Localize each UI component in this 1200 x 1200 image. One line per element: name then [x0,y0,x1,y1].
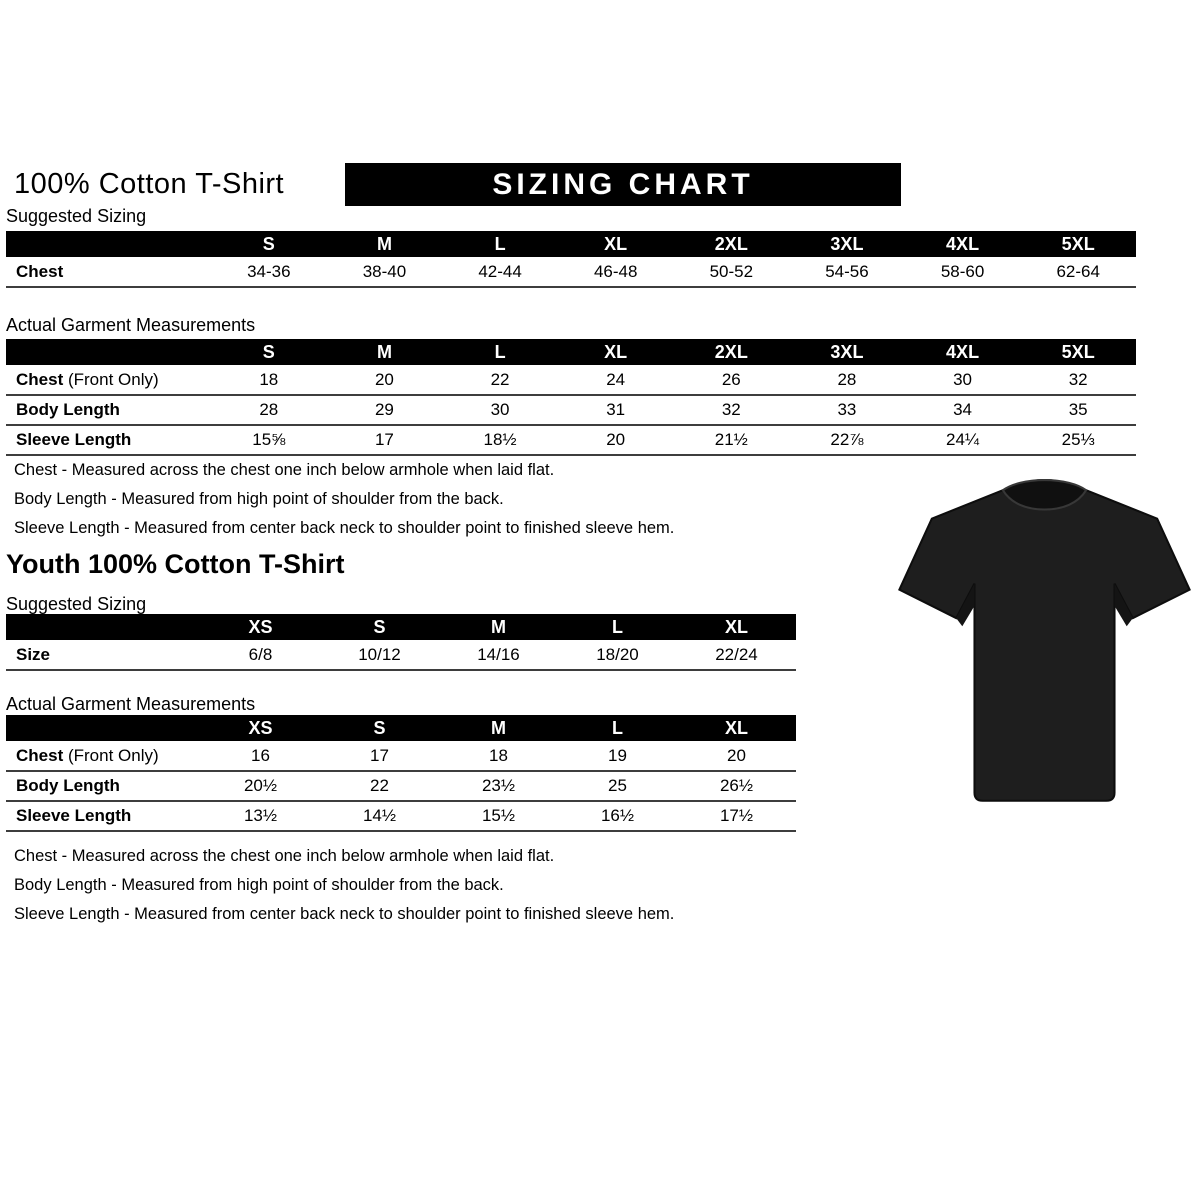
row-label-suffix: (Front Only) [63,369,159,389]
youth-suggested-sizing-label: Suggested Sizing [6,594,147,614]
measurement-cell: 62-64 [1056,261,1100,281]
size-column-header: 2XL [674,339,790,365]
youth-section-title: Youth 100% Cotton T-Shirt [6,549,345,579]
size-column-header: XL [677,614,796,640]
measurement-row [6,741,796,771]
measurement-cell: 20 [606,430,626,449]
measurement-cell: 26½ [719,776,754,795]
row-label: Chest [16,261,64,281]
measurement-cell: 24 [606,369,626,389]
size-column-header: M [327,231,443,257]
measurement-cell: 31 [606,400,626,419]
header-corner-cell [6,231,211,257]
measurement-cell: 28 [837,369,857,389]
note-chest: Chest - Measured across the chest one inch below armhole when laid flat. [14,847,555,865]
measurement-cell: 32 [721,400,741,419]
measurement-cell: 20 [727,745,746,765]
measurement-cell: 14/16 [477,644,520,664]
note-chest: Chest - Measured across the chest one inch below armhole when laid flat. [14,461,555,479]
size-column-header: XS [201,715,320,741]
measurement-row [6,425,1136,455]
size-column-header: M [439,715,558,741]
measurement-row [6,640,796,670]
measurement-cell: 14½ [362,806,397,825]
note-body-length: Body Length - Measured from high point of shoulder from the back. [14,876,504,894]
measurement-cell: 42-44 [478,261,522,281]
measurement-cell: 34 [953,400,973,419]
measurement-cell: 32 [1068,369,1088,389]
measurement-cell: 23½ [481,776,516,795]
size-column-header: XS [201,614,320,640]
size-column-header: S [320,715,439,741]
adult-measurement-notes [14,456,674,543]
header-corner-cell [6,614,201,640]
measurement-cell: 33 [837,400,857,419]
size-column-header: 4XL [905,231,1021,257]
size-column-header: 5XL [1020,339,1136,365]
size-column-header: XL [677,715,796,741]
size-column-header: S [211,231,327,257]
size-column-header: S [320,614,439,640]
measurement-cell: 54-56 [825,261,869,281]
measurement-cell: 28 [259,400,279,419]
measurement-row [6,257,1136,287]
size-column-header: L [558,614,677,640]
measurement-cell: 13½ [243,806,278,825]
measurement-cell: 6/8 [248,644,273,664]
size-column-header: S [211,339,327,365]
measurement-cell: 22/24 [715,644,758,664]
youth-actual-garment-label: Actual Garment Measurements [6,694,256,714]
measurement-cell: 35 [1068,400,1088,419]
size-column-header: L [558,715,677,741]
youth-actual-measurements-table [6,715,796,832]
sizing-chart-banner [345,163,901,206]
measurement-cell: 18/20 [596,644,639,664]
row-label: Chest (Front Only) [16,745,159,765]
measurement-cell: 25⅓ [1061,430,1095,449]
measurement-cell: 29 [374,400,394,419]
header-corner-cell [6,715,201,741]
black-tshirt-image [897,476,1192,816]
row-label-suffix: (Front Only) [63,745,159,765]
measurement-cell: 22⅞ [830,430,864,449]
measurement-cell: 19 [608,745,627,765]
measurement-cell: 16½ [600,806,635,825]
sizing-chart-banner-text: SIZING CHART [492,168,754,201]
measurement-cell: 22 [370,776,389,795]
table-header-row [6,614,796,640]
measurement-cell: 50-52 [709,261,754,281]
size-column-header: 3XL [789,231,905,257]
measurement-cell: 18 [259,369,279,389]
size-column-header: 5XL [1020,231,1136,257]
row-label: Body Length [16,400,120,419]
measurement-cell: 17½ [719,806,754,825]
measurement-cell: 18½ [483,430,517,449]
row-label: Body Length [16,776,120,795]
measurement-cell: 18 [489,745,508,765]
measurement-cell: 30 [953,369,973,389]
adult-section-title: 100% Cotton T-Shirt [14,168,285,200]
measurement-row [6,801,796,831]
note-body-length: Body Length - Measured from high point of shoulder from the back. [14,490,504,508]
size-column-header: 3XL [789,339,905,365]
measurement-cell: 16 [251,745,270,765]
size-column-header: L [442,231,558,257]
size-column-header: 4XL [905,339,1021,365]
measurement-cell: 38-40 [362,261,407,281]
size-column-header: M [327,339,443,365]
adult-actual-measurements-table [6,339,1136,456]
measurement-cell: 24¼ [946,430,980,449]
measurement-cell: 17 [370,745,389,765]
measurement-cell: 58-60 [940,261,985,281]
tshirt-body-shape [899,480,1189,801]
measurement-cell: 20 [374,369,394,389]
size-column-header: L [442,339,558,365]
measurement-cell: 26 [721,369,741,389]
measurement-row [6,365,1136,395]
size-column-header: XL [558,339,674,365]
adult-suggested-sizing-table [6,231,1136,288]
row-label: Size [16,644,51,664]
header-corner-cell [6,339,211,365]
measurement-cell: 25 [608,776,627,795]
note-sleeve-length: Sleeve Length - Measured from center back neck to shoulder point to finished sleeve hem. [14,519,675,537]
size-column-header: 2XL [674,231,790,257]
measurement-row [6,395,1136,425]
table-header-row [6,231,1136,257]
measurement-cell: 46-48 [593,261,638,281]
measurement-row [6,771,796,801]
row-label: Sleeve Length [16,430,132,449]
table-header-row [6,339,1136,365]
row-label: Chest (Front Only) [16,369,159,389]
measurement-cell: 15½ [481,806,516,825]
measurement-cell: 20½ [243,776,278,795]
measurement-cell: 21½ [714,430,748,449]
note-sleeve-length: Sleeve Length - Measured from center back neck to shoulder point to finished sleeve hem. [14,905,675,923]
page-header [14,163,1186,206]
measurement-cell: 17 [374,430,394,449]
row-label: Sleeve Length [16,806,132,825]
adult-actual-garment-label: Actual Garment Measurements [6,315,256,335]
youth-suggested-sizing-table [6,614,796,671]
size-column-header: XL [558,231,674,257]
adult-suggested-sizing-label: Suggested Sizing [6,206,147,226]
measurement-cell: 15⅝ [252,430,286,449]
measurement-cell: 34-36 [247,261,291,281]
youth-measurement-notes [14,842,674,929]
size-column-header: M [439,614,558,640]
measurement-cell: 22 [490,369,510,389]
measurement-cell: 30 [490,400,510,419]
measurement-cell: 10/12 [358,644,401,664]
table-header-row [6,715,796,741]
tshirt-graphic [897,476,1192,816]
